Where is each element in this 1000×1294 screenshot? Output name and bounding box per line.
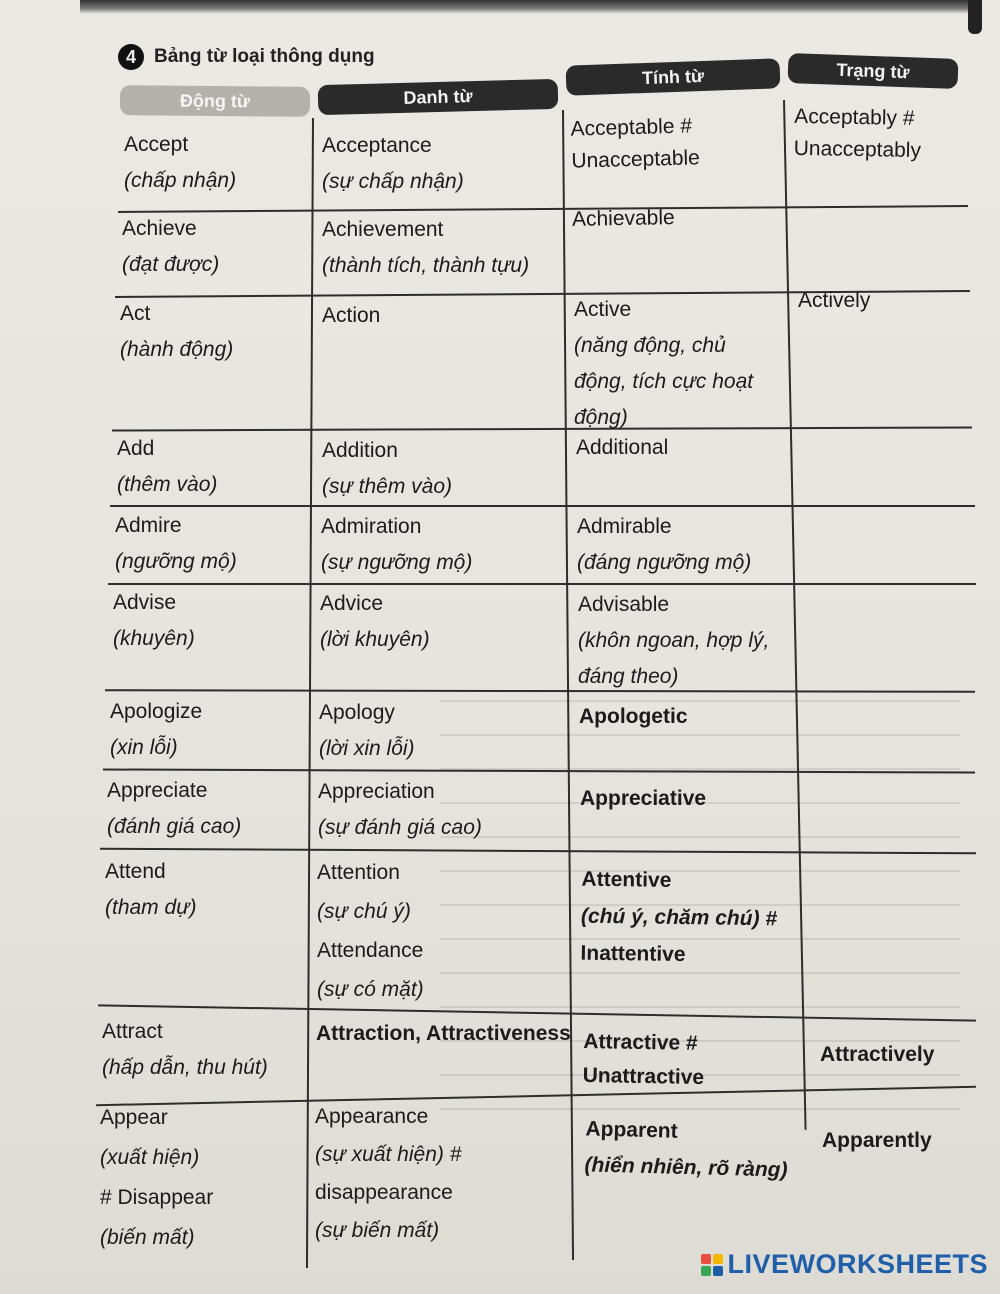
verb-meaning: (ngưỡng mộ): [115, 550, 237, 573]
adjective-word: Unattractive: [582, 1063, 705, 1090]
noun-cell-attend: [317, 853, 424, 1009]
adverb-cell-accept: [793, 101, 921, 167]
verb-word: Attend: [105, 860, 166, 883]
adjective-meaning: (đáng ngưỡng mộ): [577, 551, 752, 574]
row-divider: [105, 689, 975, 693]
noun-word: Achievement: [322, 218, 444, 241]
noun-word: Attraction, Attractiveness: [316, 1022, 571, 1045]
row-divider: [108, 583, 976, 585]
adjective-word: Acceptable #: [570, 114, 693, 141]
verb-cell-add: [117, 431, 217, 503]
noun-meaning: (lời khuyên): [320, 628, 430, 651]
noun-meaning: (sự chú ý): [317, 900, 411, 923]
noun-meaning: (sự có mặt): [317, 978, 424, 1001]
adverb-word: Apparently: [822, 1129, 932, 1152]
verb-word: Appreciate: [107, 779, 208, 802]
adverb-word: Acceptably #: [794, 104, 915, 130]
page-top-edge: [80, 0, 980, 14]
column-divider: [306, 118, 314, 1268]
noun-cell-appreciate: [318, 774, 482, 846]
noun-word: Action: [322, 304, 381, 327]
noun-meaning: (sự thêm vào): [322, 475, 453, 498]
adjective-meaning: đáng theo): [578, 665, 679, 688]
verb-word: Advise: [113, 591, 177, 614]
liveworksheets-watermark: [701, 1249, 988, 1280]
verb-cell-act: [120, 296, 233, 368]
adjective-word: Admirable: [577, 515, 672, 538]
adjective-cell-achieve: [572, 200, 675, 238]
adjective-cell-appear: [584, 1111, 789, 1188]
verb-meaning: (đánh giá cao): [107, 815, 242, 838]
adjective-cell-advise: [578, 587, 769, 695]
verb-meaning: (biến mất): [100, 1226, 195, 1249]
verb-meaning: (xuất hiện): [100, 1146, 200, 1169]
verb-word: Appear: [100, 1106, 168, 1129]
verb-meaning: (xin lỗi): [110, 736, 178, 759]
adjective-cell-appreciate: [580, 781, 706, 817]
noun-cell-appear: [315, 1098, 461, 1250]
verb-cell-admire: [115, 508, 237, 580]
noun-word: Appreciation: [318, 780, 435, 803]
adjective-meaning: (khôn ngoan, hợp lý,: [578, 629, 770, 652]
noun-meaning: (lời xin lỗi): [319, 737, 415, 760]
verb-cell-advise: [113, 585, 195, 657]
header-verb: Động từ: [120, 85, 310, 117]
page-corner-mark: [968, 0, 982, 34]
verb-meaning: (đạt được): [122, 253, 220, 276]
adverb-cell-appear: [822, 1123, 932, 1159]
noun-word: Addition: [322, 439, 398, 462]
verb-meaning: (tham dự): [105, 896, 197, 919]
noun-word: Attendance: [317, 939, 424, 962]
adjective-word: Achievable: [571, 206, 675, 231]
adjective-cell-act: [574, 292, 753, 436]
header-adjective: Tính từ: [566, 58, 781, 95]
noun-word: Advice: [320, 592, 384, 615]
adverb-word: Attractively: [820, 1043, 935, 1066]
adjective-word: Active: [574, 298, 632, 321]
adjective-word: Inattentive: [580, 941, 686, 967]
section-number: 4: [118, 44, 144, 70]
noun-meaning: (sự biến mất): [315, 1219, 440, 1242]
verb-word: Achieve: [122, 217, 197, 240]
watermark-text: LIVEWORKSHEETS: [727, 1249, 988, 1279]
noun-cell-advise: [320, 586, 430, 658]
verb-meaning: (khuyên): [113, 627, 195, 650]
row-divider: [112, 426, 972, 431]
adjective-cell-apologize: [579, 699, 688, 735]
verb-word: Act: [120, 302, 151, 325]
adjective-meaning: (năng động, chủ: [574, 334, 726, 357]
verb-word: Attract: [102, 1020, 163, 1043]
row-divider: [118, 205, 968, 213]
verb-cell-appear: [100, 1098, 213, 1258]
noun-cell-achieve: [322, 212, 529, 284]
noun-word: Attention: [317, 861, 400, 884]
verb-cell-appreciate: [107, 773, 241, 845]
noun-meaning: (thành tích, thành tựu): [322, 254, 530, 277]
verb-meaning: (thêm vào): [117, 473, 218, 496]
verb-meaning: (hấp dẫn, thu hút): [102, 1056, 268, 1079]
verb-word: Apologize: [110, 700, 203, 723]
verb-cell-accept: [124, 127, 236, 199]
noun-cell-apologize: [319, 695, 415, 767]
noun-word: Apology: [319, 701, 395, 724]
verb-word: Accept: [124, 133, 189, 156]
noun-word: Acceptance: [322, 134, 432, 157]
adjective-meaning: động): [574, 406, 628, 429]
verb-meaning: (hành động): [120, 338, 234, 361]
noun-word: Admiration: [321, 515, 422, 538]
adjective-word: Attractive #: [583, 1029, 698, 1055]
adjective-word: Advisable: [578, 593, 670, 616]
adverb-cell-attract: [820, 1037, 934, 1073]
noun-cell-attract: [316, 1016, 571, 1052]
noun-meaning: (sự đánh giá cao): [318, 816, 482, 839]
verb-word: Add: [117, 437, 155, 460]
noun-meaning: (sự ngưỡng mộ): [321, 551, 473, 574]
noun-cell-admire: [321, 509, 472, 581]
verb-cell-attend: [105, 854, 197, 926]
adjective-meaning: (hiển nhiên, rõ ràng): [584, 1153, 788, 1182]
adjective-word: Attentive: [581, 867, 672, 892]
header-adverb: Trạng từ: [788, 53, 959, 89]
row-divider: [110, 505, 975, 507]
adjective-cell-accept: [570, 110, 700, 177]
noun-cell-accept: [322, 128, 464, 200]
noun-word: disappearance: [315, 1181, 453, 1204]
adverb-word: Unacceptably: [793, 136, 922, 163]
liveworksheets-logo-icon: [701, 1254, 723, 1276]
adjective-cell-attend: [580, 861, 778, 975]
adjective-cell-add: [576, 430, 668, 466]
verb-cell-attract: [102, 1014, 268, 1086]
adjective-meaning: (chú ý, chăm chú) #: [580, 904, 778, 931]
section-heading: [118, 44, 375, 70]
verb-word: # Disappear: [100, 1186, 214, 1209]
adjective-word: Apologetic: [579, 705, 688, 728]
adjective-cell-attract: [582, 1025, 705, 1095]
adverb-word: Actively: [798, 289, 871, 312]
adjective-cell-admire: [577, 509, 751, 581]
verb-meaning: (chấp nhận): [124, 169, 237, 192]
header-noun: Danh từ: [318, 79, 559, 115]
adjective-word: Apparent: [585, 1117, 678, 1143]
noun-cell-act: [322, 298, 380, 334]
adjective-word: Appreciative: [580, 787, 707, 810]
verb-cell-achieve: [122, 211, 219, 283]
adjective-word: Additional: [576, 436, 669, 459]
noun-cell-add: [322, 433, 452, 505]
verb-cell-apologize: [110, 694, 202, 766]
noun-meaning: (sự chấp nhận): [322, 170, 464, 193]
noun-meaning: (sự xuất hiện) #: [315, 1143, 462, 1166]
section-title: Bảng từ loại thông dụng: [154, 46, 375, 67]
adjective-word: Unacceptable: [571, 146, 701, 173]
noun-word: Appearance: [315, 1105, 429, 1128]
adjective-meaning: động, tích cực hoạt: [574, 370, 754, 393]
verb-word: Admire: [115, 514, 182, 537]
adverb-cell-act: [798, 283, 870, 319]
